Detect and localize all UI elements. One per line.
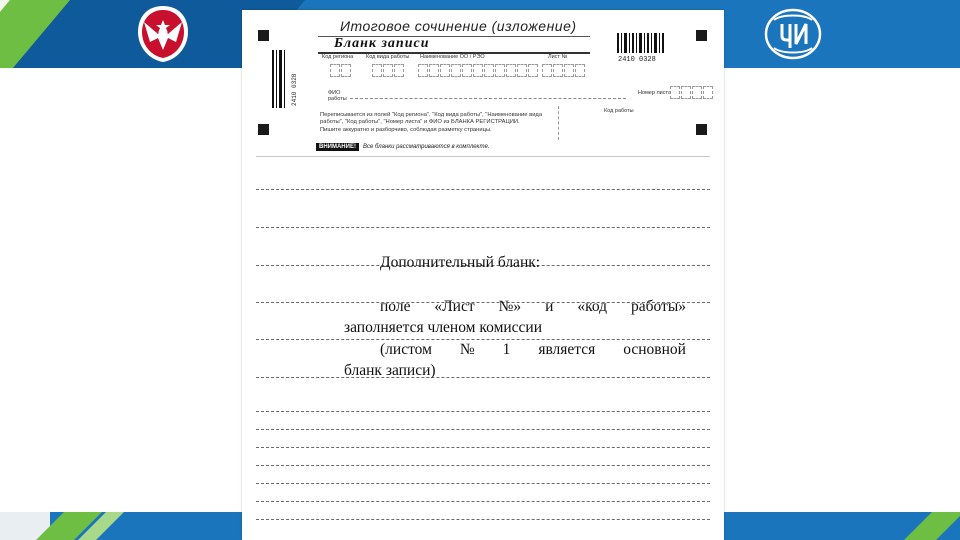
overlay-word: «Лист [434, 298, 475, 315]
writing-line [256, 339, 710, 340]
writing-line [256, 447, 710, 448]
writing-line [256, 429, 710, 430]
attention-label: ВНИМАНИЕ! [316, 143, 359, 151]
writing-line [256, 519, 710, 520]
top-barcode-number: 2410 0328 [618, 56, 656, 62]
overlay-word: № [459, 341, 475, 358]
fio-sublabel: работы [328, 96, 347, 102]
work-code-field-label: Код работы [604, 108, 634, 114]
attention-text: Все бланки рассматриваются в комплекте. [362, 144, 490, 150]
form-title: Итоговое сочинение (изложение) [340, 18, 577, 34]
overlay-word: «код [577, 298, 608, 315]
registration-mark [696, 30, 707, 41]
divider-dashed [558, 106, 559, 140]
overlay-line-1 [380, 298, 686, 316]
organization-label: Наименование ОО / РЭО [420, 54, 485, 60]
work-code-label: Код вида работы [366, 54, 410, 60]
overlay-word: 1 [502, 341, 511, 358]
bottom-right-green-stripe [904, 512, 960, 540]
sheet-no-boxes[interactable] [670, 86, 713, 99]
sheet-number-label: Лист № [548, 54, 568, 60]
overlay-word: является [538, 341, 596, 358]
writing-line [256, 189, 710, 190]
registration-mark [696, 124, 707, 135]
overlay-word: поле [380, 298, 411, 315]
writing-line [256, 377, 710, 378]
overlay-word: №» [498, 298, 522, 315]
work-code-boxes[interactable] [372, 64, 404, 77]
registration-mark [258, 124, 269, 135]
overlay-line-3 [380, 341, 686, 359]
instruction-line: Переписывается из полей "Код региона", "Код вида работы", "Наименование вида [320, 112, 543, 118]
writing-line [256, 411, 710, 412]
fio-line[interactable] [350, 98, 626, 99]
overlay-word: и [545, 298, 554, 315]
sheet-no-label: Номер листа [638, 90, 672, 96]
overlay-line-2: заполняется членом комиссии [344, 319, 543, 336]
udmurtia-emblem-icon [130, 4, 196, 64]
overlay-line-4: бланк записи) [344, 362, 436, 379]
overlay-heading: Дополнительный бланк: [380, 254, 541, 271]
fio-label: ФИО [328, 90, 341, 96]
writing-line [256, 465, 710, 466]
region-code-label: Код региона [322, 54, 354, 60]
overlay-word: работы» [630, 298, 686, 315]
region-code-boxes[interactable] [330, 64, 351, 77]
form-subtitle: Бланк записи [334, 36, 430, 51]
instructions [320, 112, 560, 134]
registration-mark [258, 30, 269, 41]
writing-line [256, 483, 710, 484]
organization-boxes[interactable] [418, 64, 538, 77]
top-barcode-icon [616, 32, 668, 62]
side-barcode-number: 2410 0328 [291, 73, 298, 106]
writing-line [256, 501, 710, 502]
overlay-word: основной [623, 341, 686, 358]
sheet-number-boxes[interactable] [542, 64, 585, 77]
writing-line [256, 227, 710, 228]
organization-logo-icon [762, 6, 824, 62]
answer-sheet-document [242, 10, 724, 540]
instruction-line: работы", "Код работы", "Номер листа" и ФИО из БЛАНКА РЕГИСТРАЦИИ. [320, 119, 520, 126]
overlay-word: (листом [380, 341, 432, 358]
attention-notice [316, 142, 489, 152]
side-barcode-icon [270, 48, 304, 110]
instruction-line: Пишите аккуратно и разборчиво, соблюдая разметку страницы. [320, 126, 492, 133]
